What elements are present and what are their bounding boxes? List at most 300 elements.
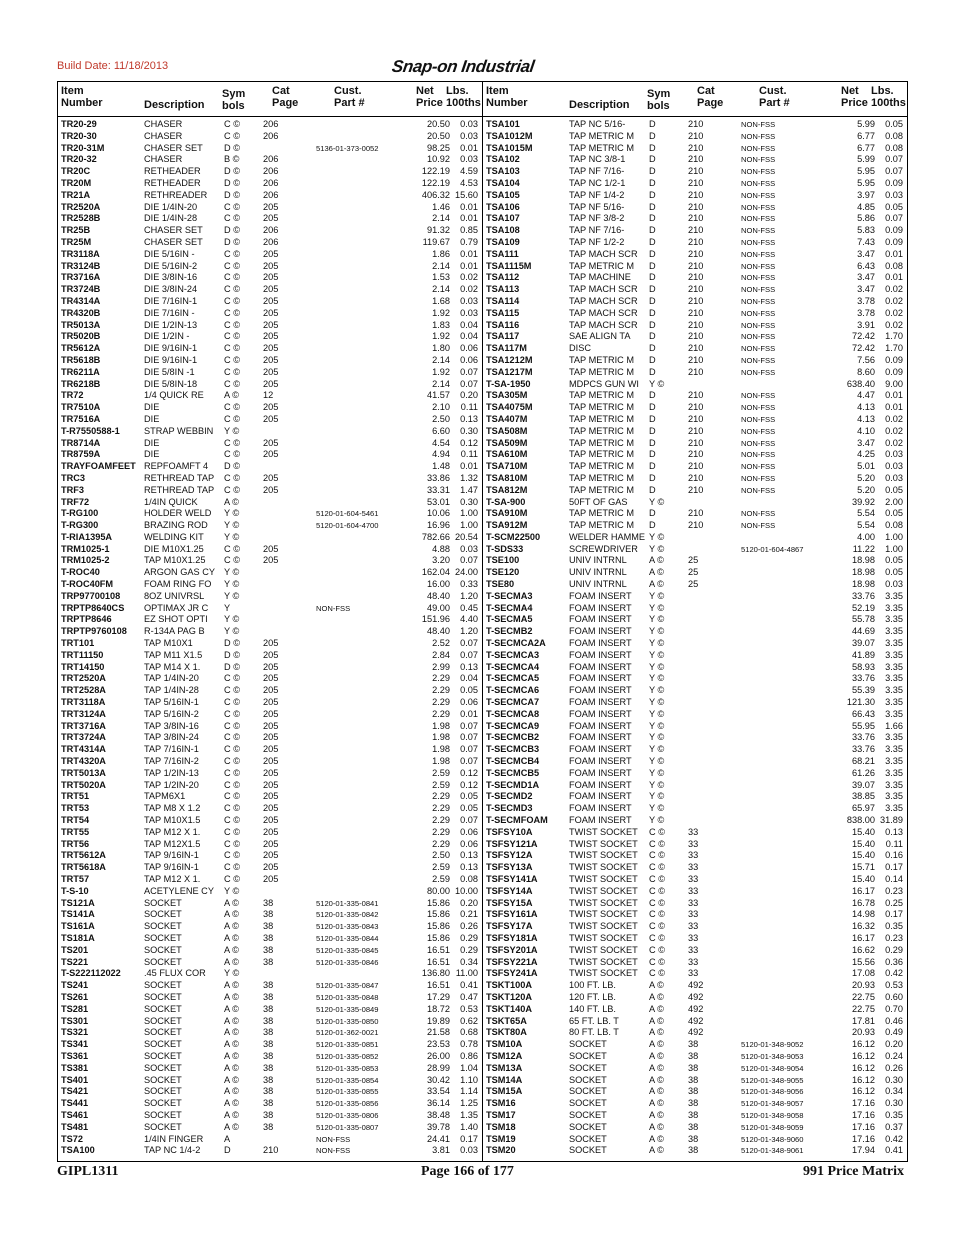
header-lbs: Lbs. 100ths <box>871 85 906 109</box>
cell-customer-part: NON-FSS <box>741 143 776 153</box>
cell-symbols: D <box>649 402 656 413</box>
cell-net-price: 2.29 <box>432 838 450 849</box>
cell-customer-part: NON-FSS <box>741 190 776 200</box>
cell-symbols: C © <box>224 201 240 212</box>
table-row <box>483 520 907 532</box>
cell-item-number: TRT3118A <box>61 697 106 708</box>
cell-net-price: 5.99 <box>857 119 875 129</box>
cell-item-number: TR20-30 <box>61 130 97 141</box>
cell-weight: 0.06 <box>460 697 478 708</box>
cell-symbols: D <box>649 142 656 153</box>
cell-item-number: TSM13A <box>486 1062 523 1073</box>
cell-item-number: TRT55 <box>61 826 90 837</box>
cell-weight: 0.35 <box>885 1109 903 1120</box>
cell-symbols: D <box>649 260 656 271</box>
cell-symbols: C © <box>224 449 240 460</box>
cell-item-number: TSA102 <box>486 154 520 165</box>
cell-description: TWIST SOCKET <box>569 826 638 837</box>
table-row <box>483 119 907 131</box>
table-row <box>58 874 482 886</box>
left-rows <box>58 119 482 1157</box>
cell-catalog-page: 210 <box>688 260 704 271</box>
cell-net-price: 17.08 <box>852 968 875 979</box>
cell-customer-part: NON-FSS <box>741 296 776 306</box>
cell-net-price: 17.16 <box>852 1133 875 1144</box>
cell-customer-part: 5120-01-335-0853 <box>316 1063 379 1073</box>
cell-item-number: TS201 <box>61 944 89 955</box>
table-row <box>483 839 907 851</box>
table-row <box>483 579 907 591</box>
table-row <box>58 603 482 615</box>
table-row <box>483 1051 907 1063</box>
cell-symbols: A © <box>224 1074 239 1085</box>
cell-catalog-page: 205 <box>263 649 279 660</box>
cell-weight: 0.12 <box>460 437 478 448</box>
cell-catalog-page: 206 <box>263 166 279 177</box>
cell-catalog-page: 38 <box>263 1109 274 1120</box>
cell-customer-part: NON-FSS <box>741 155 776 165</box>
cell-item-number: TRT54 <box>61 815 90 826</box>
cell-item-number: T-SECMD2 <box>486 791 533 802</box>
cell-item-number: TR8714A <box>61 437 101 448</box>
cell-description: DIE 1/4IN-28 <box>144 213 198 224</box>
cell-net-price: 5.83 <box>857 225 875 236</box>
cell-customer-part: NON-FSS <box>741 178 776 188</box>
cell-description: SOCKET <box>144 1098 182 1109</box>
cell-symbols: C © <box>224 130 240 141</box>
cell-net-price: 7.56 <box>857 354 875 365</box>
cell-net-price: 16.32 <box>852 921 875 932</box>
table-row <box>483 1004 907 1016</box>
cell-catalog-page: 210 <box>688 236 704 247</box>
cell-item-number: TSA104 <box>486 177 520 188</box>
cell-description: TAP METRIC M <box>569 390 634 401</box>
table-row <box>58 803 482 815</box>
cell-catalog-page: 33 <box>688 944 699 955</box>
table-row <box>483 1039 907 1051</box>
cell-item-number: T-SECMCA2A <box>486 638 546 649</box>
cell-customer-part: NON-FSS <box>741 509 776 519</box>
cell-catalog-page: 210 <box>688 390 704 401</box>
table-row <box>483 143 907 155</box>
cell-symbols: A © <box>224 909 239 920</box>
table-row <box>58 355 482 367</box>
cell-net-price: 2.59 <box>432 767 450 778</box>
cell-symbols: Y © <box>224 508 240 519</box>
cell-description: TAP M10X1 <box>144 638 193 649</box>
cell-symbols: D © <box>224 661 240 672</box>
cell-catalog-page: 492 <box>688 991 704 1002</box>
cell-catalog-page: 205 <box>263 201 279 212</box>
cell-description: SOCKET <box>144 932 182 943</box>
cell-catalog-page: 38 <box>688 1098 699 1109</box>
cell-weight: 0.79 <box>460 236 478 247</box>
cell-item-number: TSFSY181A <box>486 932 538 943</box>
cell-weight: 0.03 <box>460 543 478 554</box>
cell-description: TAP MACH SCR <box>569 319 638 330</box>
cell-customer-part: NON-FSS <box>741 355 776 365</box>
cell-catalog-page: 33 <box>688 921 699 932</box>
cell-symbols: Y © <box>649 767 665 778</box>
table-row <box>58 1004 482 1016</box>
cell-net-price: 3.78 <box>857 295 875 306</box>
cell-customer-part: 5120-01-335-0846 <box>316 957 379 967</box>
cell-description: SOCKET <box>569 1062 607 1073</box>
cell-item-number: T-RG100 <box>61 508 99 519</box>
cell-net-price: 1.68 <box>432 295 450 306</box>
cell-weight: 3.35 <box>885 590 903 601</box>
cell-item-number: TRM1025-1 <box>61 543 110 554</box>
cell-item-number: TSA114 <box>486 295 520 306</box>
cell-customer-part: NON-FSS <box>741 308 776 318</box>
table-row <box>58 638 482 650</box>
cell-description: SOCKET <box>569 1050 607 1061</box>
cell-weight: 0.08 <box>885 520 903 531</box>
cell-net-price: 2.14 <box>432 284 450 295</box>
table-row <box>483 284 907 296</box>
cell-description: 65 FT. LB. T <box>569 1015 619 1026</box>
table-row <box>483 614 907 626</box>
cell-description: TAP METRIC M <box>569 508 634 519</box>
cell-item-number: TR25B <box>61 225 91 236</box>
cell-weight: 3.35 <box>885 708 903 719</box>
cell-net-price: 162.04 <box>421 567 450 578</box>
cell-description: SOCKET <box>569 1098 607 1109</box>
table-row <box>483 756 907 768</box>
cell-description: TAP M10X1.25 <box>144 555 206 566</box>
cell-item-number: TSA407M <box>486 413 528 424</box>
table-row <box>483 1075 907 1087</box>
table-row <box>483 202 907 214</box>
cell-description: CHASER SET <box>144 142 203 153</box>
cell-symbols: D <box>649 461 656 472</box>
cell-weight: 0.02 <box>885 319 903 330</box>
cell-customer-part: NON-FSS <box>741 367 776 377</box>
cell-symbols: D <box>649 272 656 283</box>
cell-item-number: TSA113 <box>486 284 520 295</box>
cell-symbols: C © <box>224 815 240 826</box>
cell-net-price: 5.20 <box>857 484 875 495</box>
cell-net-price: 2.84 <box>432 649 450 660</box>
table-row <box>483 343 907 355</box>
cell-description: TWIST SOCKET <box>569 944 638 955</box>
table-row <box>483 992 907 1004</box>
cell-weight: 2.00 <box>885 496 903 507</box>
cell-net-price: 5.86 <box>857 213 875 224</box>
cell-weight: 0.49 <box>885 1027 903 1038</box>
cell-customer-part: NON-FSS <box>316 603 351 613</box>
cell-weight: 0.11 <box>460 449 478 460</box>
cell-symbols: Y © <box>224 590 240 601</box>
cell-catalog-page: 38 <box>688 1086 699 1097</box>
cell-description: TAP METRIC M <box>569 449 634 460</box>
cell-item-number: TSM20 <box>486 1145 516 1156</box>
cell-item-number: TSE120 <box>486 567 520 578</box>
cell-weight: 0.01 <box>460 142 478 153</box>
cell-net-price: 5.95 <box>857 177 875 188</box>
cell-symbols: A © <box>224 921 239 932</box>
cell-description: TWIST SOCKET <box>569 968 638 979</box>
cell-item-number: T-RIA1395A <box>61 531 113 542</box>
cell-item-number: TS281 <box>61 1003 89 1014</box>
cell-description: FOAM INSERT <box>569 590 632 601</box>
cell-symbols: Y © <box>649 815 665 826</box>
table-row <box>483 1134 907 1146</box>
footer-title: 991 Price Matrix <box>802 1164 904 1179</box>
page-footer <box>57 1164 906 1184</box>
cell-symbols: C © <box>649 932 665 943</box>
table-row <box>58 390 482 402</box>
table-row <box>58 968 482 980</box>
table-row <box>58 497 482 509</box>
cell-weight: 0.08 <box>460 874 478 884</box>
table-row <box>483 626 907 638</box>
cell-net-price: 3.47 <box>857 272 875 283</box>
cell-symbols: A © <box>224 1015 239 1026</box>
cell-item-number: TRT57 <box>61 874 90 884</box>
cell-catalog-page: 33 <box>688 968 699 979</box>
cell-customer-part: 5120-01-348-9054 <box>741 1063 804 1073</box>
cell-catalog-page: 205 <box>263 284 279 295</box>
table-row <box>58 485 482 497</box>
table-row <box>58 732 482 744</box>
cell-catalog-page: 210 <box>688 520 704 531</box>
cell-weight: 0.07 <box>460 638 478 649</box>
cell-description: TAP 1/4IN-28 <box>144 685 199 696</box>
cell-weight: 0.09 <box>885 225 903 236</box>
cell-item-number: TRT4320A <box>61 756 106 767</box>
cell-net-price: 10.92 <box>427 154 450 165</box>
cell-symbols: A © <box>224 1003 239 1014</box>
cell-catalog-page: 38 <box>688 1121 699 1132</box>
left-column <box>58 82 483 1161</box>
cell-catalog-page: 206 <box>263 236 279 247</box>
cell-item-number: TRT5618A <box>61 862 106 873</box>
cell-item-number: TSM17 <box>486 1109 516 1120</box>
table-row <box>58 190 482 202</box>
cell-weight: 0.08 <box>885 142 903 153</box>
cell-description: EZ SHOT OPTI <box>144 614 208 625</box>
cell-catalog-page: 206 <box>263 225 279 236</box>
cell-symbols: Y © <box>649 732 665 743</box>
cell-description: 50FT OF GAS <box>569 496 628 507</box>
cell-net-price: 20.93 <box>852 980 875 991</box>
cell-symbols: A © <box>649 567 664 578</box>
table-row <box>483 921 907 933</box>
cell-customer-part: NON-FSS <box>316 1134 351 1144</box>
cell-description: TAP METRIC M <box>569 366 634 377</box>
cell-weight: 0.05 <box>885 119 903 129</box>
cell-description: TAP METRIC M <box>569 130 634 141</box>
cell-symbols: Y © <box>649 744 665 755</box>
cell-symbols: A © <box>649 1145 664 1156</box>
cell-customer-part: NON-FSS <box>741 485 776 495</box>
cell-weight: 0.13 <box>460 413 478 424</box>
cell-net-price: 72.42 <box>852 343 875 354</box>
cell-description: DIE 3/8IN-24 <box>144 284 198 295</box>
cell-description: 120 FT. LB. <box>569 991 616 1002</box>
cell-net-price: 18.98 <box>852 567 875 578</box>
cell-customer-part: 5120-01-604-4700 <box>316 521 379 531</box>
cell-symbols: D <box>649 484 656 495</box>
table-row <box>483 190 907 202</box>
cell-item-number: TSFSY201A <box>486 944 538 955</box>
cell-catalog-page: 38 <box>263 1074 274 1085</box>
header-description: Description <box>144 99 205 111</box>
cell-weight: 0.01 <box>460 708 478 719</box>
cell-weight: 0.17 <box>885 909 903 920</box>
cell-customer-part: NON-FSS <box>741 249 776 259</box>
cell-description: DIE <box>144 402 160 413</box>
cell-net-price: 6.77 <box>857 142 875 153</box>
cell-description: FOAM INSERT <box>569 708 632 719</box>
cell-net-price: 33.86 <box>427 472 450 483</box>
cell-description: SOCKET <box>569 1133 607 1144</box>
cell-description: TAP METRIC M <box>569 520 634 531</box>
cell-item-number: TR3118A <box>61 248 100 259</box>
cell-description: SOCKET <box>144 1027 182 1038</box>
cell-net-price: 3.97 <box>857 189 875 200</box>
cell-description: FOAM INSERT <box>569 602 632 613</box>
cell-weight: 4.59 <box>460 166 478 177</box>
cell-description: CHASER <box>144 119 183 129</box>
cell-symbols: D <box>649 425 656 436</box>
cell-description: TAP METRIC M <box>569 354 634 365</box>
cell-description: TAP 1/2IN-20 <box>144 779 199 790</box>
cell-net-price: 49.00 <box>427 602 450 613</box>
table-row <box>483 508 907 520</box>
table-row <box>483 673 907 685</box>
cell-net-price: 17.94 <box>852 1145 875 1156</box>
cell-catalog-page: 210 <box>688 449 704 460</box>
cell-description: TAP 9/16IN-1 <box>144 850 199 861</box>
table-row <box>483 803 907 815</box>
cell-symbols: C © <box>224 402 240 413</box>
cell-catalog-page: 38 <box>263 909 274 920</box>
cell-item-number: TR3716A <box>61 272 101 283</box>
cell-catalog-page: 205 <box>263 295 279 306</box>
cell-net-price: 4.94 <box>432 449 450 460</box>
cell-weight: 0.29 <box>885 944 903 955</box>
cell-net-price: 15.86 <box>427 932 450 943</box>
cell-symbols: Y <box>224 602 231 613</box>
cell-net-price: 19.89 <box>427 1015 450 1026</box>
cell-catalog-page: 205 <box>263 720 279 731</box>
cell-net-price: 53.01 <box>427 496 450 507</box>
cell-weight: 0.30 <box>460 496 478 507</box>
cell-item-number: TSA111 <box>486 248 519 259</box>
table-row <box>58 650 482 662</box>
cell-net-price: 20.93 <box>852 1027 875 1038</box>
cell-catalog-page: 210 <box>688 284 704 295</box>
cell-weight: 0.05 <box>885 567 903 578</box>
cell-weight: 0.36 <box>885 956 903 967</box>
cell-symbols: Y © <box>224 626 240 637</box>
table-row <box>58 933 482 945</box>
cell-net-price: 15.40 <box>852 874 875 884</box>
cell-symbols: D © <box>224 638 240 649</box>
cell-catalog-page: 210 <box>688 248 704 259</box>
cell-net-price: 15.86 <box>427 897 450 908</box>
cell-symbols: A © <box>649 1133 664 1144</box>
cell-catalog-page: 210 <box>688 201 704 212</box>
cell-weight: 0.02 <box>885 413 903 424</box>
cell-net-price: 38.85 <box>852 791 875 802</box>
table-row <box>58 202 482 214</box>
cell-weight: 0.02 <box>460 284 478 295</box>
cell-catalog-page: 210 <box>688 130 704 141</box>
cell-item-number: TRT53 <box>61 803 90 814</box>
cell-weight: 0.29 <box>460 932 478 943</box>
cell-item-number: TR20-31M <box>61 142 105 153</box>
cell-net-price: 15.71 <box>852 862 875 873</box>
table-row <box>58 1051 482 1063</box>
cell-customer-part: 5120-01-335-0841 <box>316 898 379 908</box>
cell-weight: 0.05 <box>885 201 903 212</box>
cell-item-number: T-SDS33 <box>486 543 524 554</box>
cell-description: DIE 7/16IN - <box>144 307 195 318</box>
right-rows <box>483 119 907 1157</box>
cell-weight: 0.03 <box>885 449 903 460</box>
cell-customer-part: 5136-01-373-0052 <box>316 143 379 153</box>
cell-catalog-page: 205 <box>263 472 279 483</box>
cell-item-number: TSA910M <box>486 508 528 519</box>
cell-item-number: TS401 <box>61 1074 89 1085</box>
cell-symbols: C © <box>224 803 240 814</box>
cell-catalog-page: 12 <box>263 390 274 401</box>
cell-item-number: TSA103 <box>486 166 520 177</box>
cell-customer-part: NON-FSS <box>741 214 776 224</box>
cell-description: .45 FLUX COR <box>144 968 206 979</box>
cell-weight: 3.35 <box>885 626 903 637</box>
cell-description: 8OZ UNIVRSL <box>144 590 205 601</box>
cell-description: WELDING KIT <box>144 531 204 542</box>
cell-net-price: 838.00 <box>846 815 875 826</box>
cell-catalog-page: 210 <box>688 354 704 365</box>
cell-net-price: 17.16 <box>852 1121 875 1132</box>
cell-net-price: 3.91 <box>857 319 875 330</box>
cell-net-price: 3.81 <box>432 1145 450 1156</box>
cell-symbols: D © <box>224 177 240 188</box>
header-item: Item Number <box>61 85 103 109</box>
table-row <box>58 414 482 426</box>
cell-net-price: 2.29 <box>432 708 450 719</box>
cell-symbols: D <box>649 225 656 236</box>
cell-item-number: T-SECMA3 <box>486 590 533 601</box>
cell-symbols: C © <box>224 413 240 424</box>
cell-weight: 31.89 <box>880 815 903 826</box>
table-row <box>58 721 482 733</box>
cell-net-price: 48.40 <box>427 590 450 601</box>
cell-weight: 0.29 <box>460 944 478 955</box>
cell-item-number: TSFSY14A <box>486 885 533 896</box>
cell-symbols: C © <box>224 708 240 719</box>
cell-item-number: TS421 <box>61 1086 89 1097</box>
header-net: Net Price <box>416 85 443 109</box>
cell-catalog-page: 210 <box>688 343 704 354</box>
cell-description: SAE ALIGN TA <box>569 331 631 342</box>
cell-net-price: 122.19 <box>421 177 450 188</box>
cell-description: ARGON GAS CY <box>144 567 215 578</box>
cell-symbols: Y © <box>224 614 240 625</box>
table-row <box>58 461 482 473</box>
cell-description: CHASER <box>144 130 183 141</box>
cell-weight: 3.35 <box>885 673 903 684</box>
cell-item-number: TSA112 <box>486 272 520 283</box>
cell-symbols: A © <box>649 579 664 590</box>
cell-weight: 0.34 <box>460 956 478 967</box>
cell-catalog-page: 210 <box>688 461 704 472</box>
